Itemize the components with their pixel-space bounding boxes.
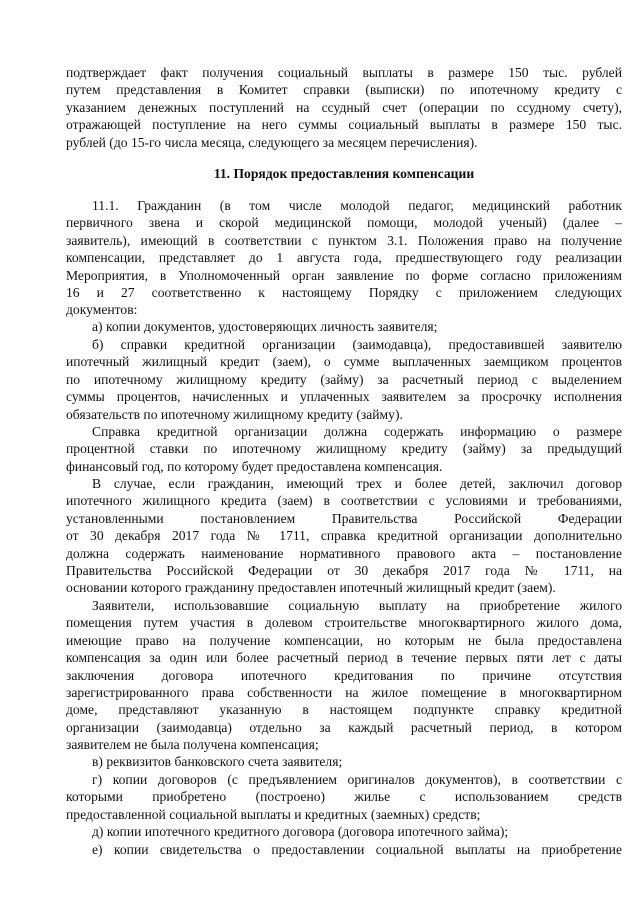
text-line: компенсации, представляет до 1 августа года, предшествующего году реализации (66, 250, 622, 266)
text-line: по ипотечному жилищному кредиту (займу) за расчетный период с выделением (66, 371, 622, 387)
intro-paragraph (66, 64, 622, 151)
text-line: б) справки кредитной организации (заимодавца), предоставившей заявителю (92, 337, 622, 352)
text-line: предоставленной социальной выплаты и кредитных (заемных) средств; (66, 806, 481, 822)
text-line: должна содержать наименование нормативного правового акта – постановление (66, 545, 622, 561)
text-line: финансовый год, по которому будет предоставлена компенсация. (66, 458, 443, 474)
text-line: подтверждает факт получения социальный выплаты в размере 150 тыс. рублей (66, 65, 622, 80)
text-line: 16 и 27 соответственно к настоящему Порядку с приложением следующих (66, 285, 622, 301)
paragraph-bank-certificate (66, 423, 622, 475)
text-line: е) копии свидетельства о предоставлении социальной выплаты на приобретение (92, 842, 622, 857)
text-line: основании которого гражданину предоставлен ипотечный жилищный кредит (заем). (66, 580, 556, 596)
paragraph-shared-construction (66, 597, 622, 754)
text-line: г) копии договоров (с предъявлением оригиналов документов), в соответствии с (92, 772, 622, 787)
text-line: путем представления в Комитет справки (выписки) по ипотечному кредиту с (66, 82, 622, 98)
text-line: организации (заимодавца) отдельно за каждый расчетный период, в котором (66, 719, 622, 735)
text-line: имеющие право на получение компенсации, но которым не была предоставлена (66, 632, 622, 648)
section-title: 11. Порядок предоставления компенсации (213, 166, 475, 181)
text-line: Заявители, использовавшие социальную выплату на приобретение жилого (92, 598, 622, 613)
text-line: первичного звена и скорой медицинской помощи, молодой ученый) (далее – (66, 215, 622, 231)
text-line: доме, представляют указанную в настоящем подпункте справку кредитной (66, 702, 622, 718)
text-line: а) копии документов, удостоверяющих личность заявителя; (92, 319, 438, 334)
text-line: зарегистрированного права собственности на жилое помещение в многоквартирном (66, 685, 622, 701)
list-item-b (66, 336, 622, 423)
text-line: в) реквизитов банковского счета заявителя; (92, 754, 343, 769)
text-line: отражающей поступление на него суммы социальный выплаты в размере 150 тыс. (66, 117, 622, 133)
text-line: документов: (66, 302, 138, 318)
text-line: заявитель), имеющий в соответствии с пунктом 3.1. Положения право на получение (66, 232, 622, 248)
text-line: компенсация за один или более расчетный период в течение первых пяти лет с даты (66, 650, 622, 666)
text-line: помещения путем участия в долевом строительстве многоквартирного жилого дома, (66, 615, 622, 631)
text-line: обязательств по ипотечному жилищному кредиту (займу). (66, 406, 403, 422)
text-line: д) копии ипотечного кредитного договора (договора ипотечного займа); (92, 824, 509, 839)
paragraph-11-1 (66, 197, 622, 319)
text-line: заключения договора ипотечного кредитования по причине отсутствия (66, 667, 622, 683)
text-line: процентной ставки по ипотечному жилищному кредиту (займу) за предыдущий (66, 441, 622, 457)
list-item-g (66, 771, 622, 823)
list-item-a (66, 318, 622, 335)
text-line: от 30 декабря 2017 года № 1711, справка кредитной организации дополнительно (66, 528, 622, 544)
text-line: суммы процентов, начисленных и уплаченных заявителем за просрочку исполнения (66, 389, 622, 405)
text-line: рублей (до 15-го числа месяца, следующего за месяцем перечисления). (66, 134, 478, 150)
text-line: 11.1. Гражданин (в том числе молодой педагог, медицинский работник (92, 198, 622, 213)
text-line: ипотечный жилищный кредит (заем), о сумме выплаченных заемщиком процентов (66, 354, 622, 370)
text-line: которыми приобретено (построено) жилье с использованием средств (66, 789, 622, 805)
text-line: Мероприятия, в Уполномоченный орган заявление по форме согласно приложениям (66, 267, 622, 283)
list-item-e (66, 841, 622, 858)
paragraph-large-family (66, 475, 622, 597)
text-line: ипотечного жилищного кредита (заем) в соответствии с условиями и требованиями, (66, 493, 622, 509)
text-line: указанием денежных поступлений на ссудный счет (операции по ссудному счету), (66, 99, 622, 115)
list-item-v (66, 753, 622, 770)
text-line: В случае, если гражданин, имеющий трех и более детей, заключил договор (92, 476, 622, 491)
text-line: установленными постановлением Правительства Российской Федерации (66, 510, 622, 526)
text-line: Правительства Российской Федерации от 30 декабря 2017 года № 1711, на (66, 563, 622, 579)
text-line: заявителем не была получена компенсация; (66, 737, 319, 753)
list-item-d (66, 823, 622, 840)
text-line: Справка кредитной организации должна содержать информацию о размере (92, 424, 622, 439)
